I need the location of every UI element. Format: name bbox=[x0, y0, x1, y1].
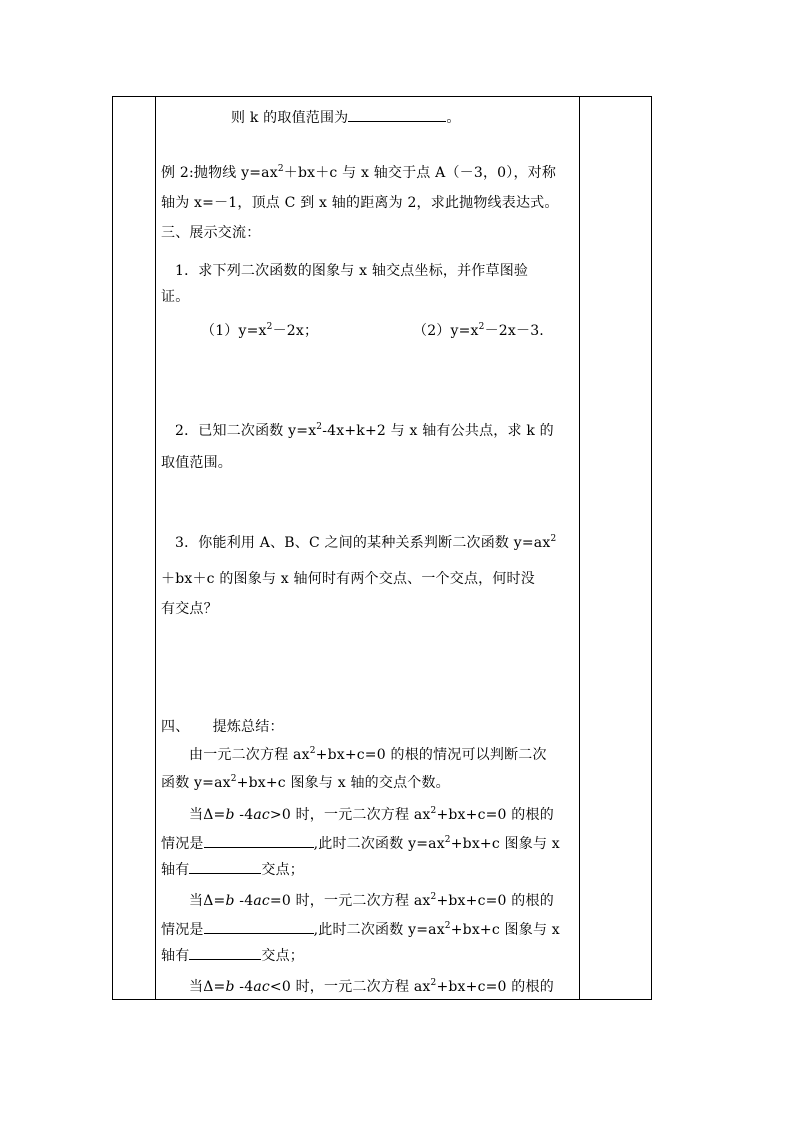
summary-line1: 由一元二次方程 $ax^2+bx+c=0$ 的根的情况可以判断二次 bbox=[189, 746, 547, 763]
lesson-content-cell bbox=[161, 97, 577, 999]
question3-line3: 有交点？ bbox=[161, 601, 218, 617]
question2-line2: 取值范围。 bbox=[161, 455, 232, 471]
question2-line1: 2．已知二次函数 $y=x^2-4x+k+2$ 与 x 轴有公共点，求 k 的 bbox=[175, 422, 554, 439]
section4-title: 四、 提炼总结： bbox=[161, 719, 284, 735]
section3-title: 三、展示交流： bbox=[161, 225, 261, 241]
case3-line1: 当Δ=b -4ac<0 时，一元二次方程 $ax^2+bx+c=0$ 的根的 bbox=[189, 978, 554, 995]
case2-intersections-blank[interactable] bbox=[189, 945, 261, 960]
question3-line1: 3．你能利用 A、B、C 之间的某种关系判断二次函数 $y=ax^2$ bbox=[175, 534, 557, 551]
lesson-table bbox=[112, 96, 652, 1000]
question1-sub1: $(1)y=x^2-2x$； bbox=[201, 322, 319, 339]
example2-line2: 轴为 x=－1，顶点 C 到 x 轴的距离为 2，求此抛物线表达式。 bbox=[161, 195, 559, 211]
case1-line3: 轴有 交点； bbox=[161, 859, 577, 880]
summary-line2: 函数 $y=ax^2+bx+c$ 图象与 x 轴的交点个数。 bbox=[161, 774, 450, 791]
case1-line2: 情况是 ,此时二次函数 $y=ax^2+bx+c$ 图象与 x bbox=[161, 835, 560, 852]
table-divider-right bbox=[579, 97, 580, 999]
range-answer-line: 则 k 的取值范围为 。 bbox=[231, 107, 577, 128]
case1-roots-blank[interactable] bbox=[204, 833, 314, 848]
table-divider-left bbox=[155, 97, 156, 999]
question1-line1: 1．求下列二次函数的图象与 x 轴交点坐标，并作草图验 bbox=[175, 263, 529, 279]
case2-line2: 情况是 ,此时二次函数 $y=ax^2+bx+c$ 图象与 x bbox=[161, 921, 560, 938]
question3-line2: ＋bx＋c 的图象与 x 轴何时有两个交点、一个交点，何时没 bbox=[161, 571, 535, 587]
case2-roots-blank[interactable] bbox=[204, 919, 314, 934]
case2-line3: 轴有 交点； bbox=[161, 945, 577, 966]
question1-line2: 证。 bbox=[161, 289, 190, 305]
example2-line1: 例 2:抛物线 $y=ax^2+bx+c$ 与 x 轴交于点 A（－3，0），对称 bbox=[161, 164, 557, 181]
case2-line1: 当Δ=b -4ac=0 时，一元二次方程 $ax^2+bx+c=0$ 的根的 bbox=[189, 892, 554, 909]
question1-sub2: $(2)y=x^2-2x-3$. bbox=[413, 322, 544, 339]
case1-line1: 当Δ=b -4ac>0 时，一元二次方程 $ax^2+bx+c=0$ 的根的 bbox=[189, 806, 554, 823]
answer-blank[interactable] bbox=[348, 107, 446, 122]
case1-intersections-blank[interactable] bbox=[189, 859, 261, 874]
